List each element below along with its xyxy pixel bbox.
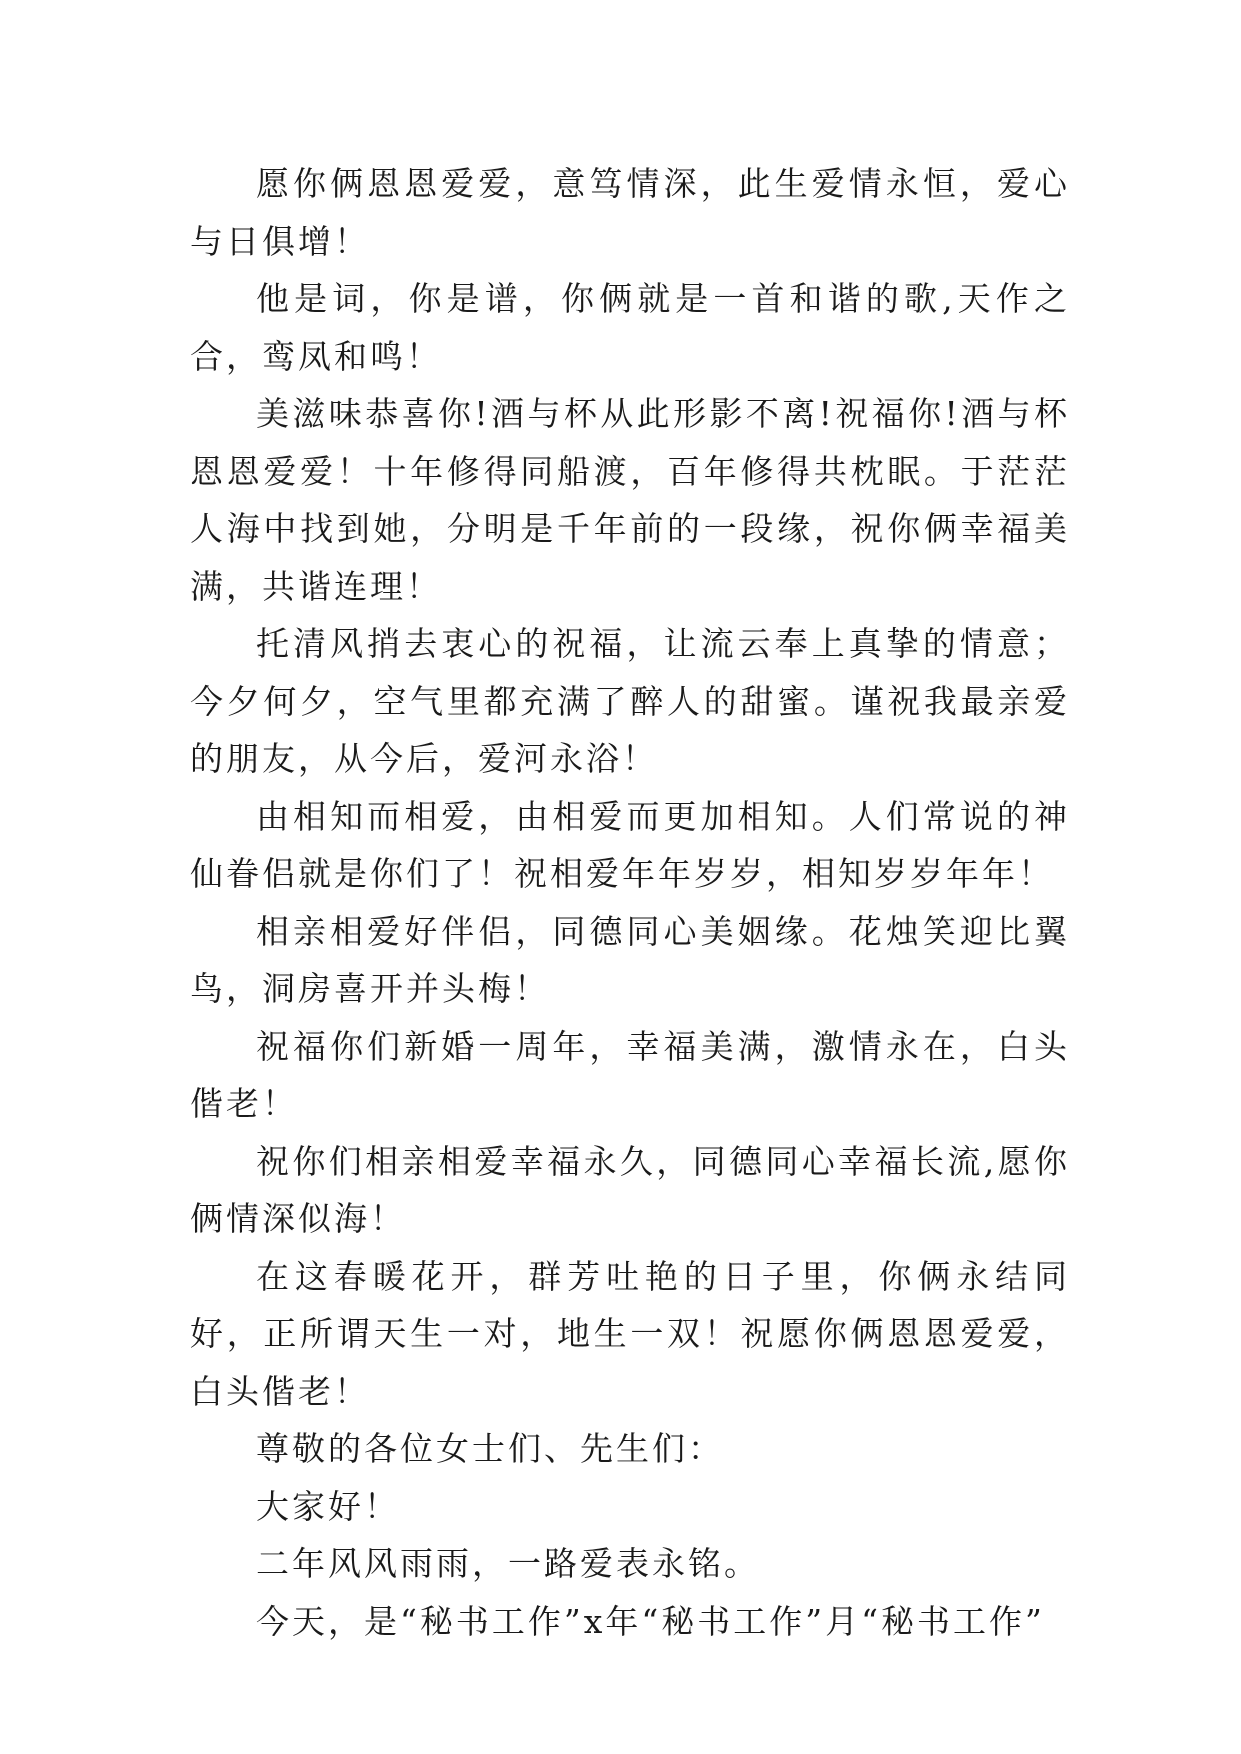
paragraph: 托清风捎去衷心的祝福，让流云奉上真挚的情意；今夕何夕，空气里都充满了醉人的甜蜜。谨祝我最亲爱的朋友，从今后，爱河永浴！: [190, 624, 1070, 778]
document-body: [190, 155, 1070, 1650]
paragraph: 愿你俩恩恩爱爱，意笃情深，此生爱情永恒，爱心与日俱增！: [190, 164, 1070, 261]
paragraph: 美滋味恭喜你!酒与杯从此形影不离!祝福你!酒与杯恩恩爱爱！十年修得同船渡，百年修得共枕眠。于茫茫人海中找到她，分明是千年前的一段缘，祝你俩幸福美满，共谐连理！: [190, 394, 1070, 606]
paragraph: 祝福你们新婚一周年，幸福美满，激情永在，白头偕老！: [190, 1026, 1070, 1123]
paragraph: 由相知而相爱，由相爱而更加相知。人们常说的神仙眷侣就是你们了！祝相爱年年岁岁，相知岁岁年年！: [190, 796, 1070, 893]
greeting: 大家好！: [256, 1486, 400, 1526]
paragraph: 祝你们相亲相爱幸福永久，同德同心幸福长流,愿你俩情深似海！: [190, 1141, 1070, 1238]
paragraph: 今天，是“秘书工作”x年“秘书工作”月“秘书工作”: [256, 1601, 1045, 1641]
paragraph: 二年风风雨雨，一路爱表永铭。: [256, 1544, 760, 1583]
paragraph: 相亲相爱好伴侣，同德同心美姻缘。花烛笑迎比翼鸟，洞房喜开并头梅！: [190, 911, 1070, 1008]
salutation: 尊敬的各位女士们、先生们：: [256, 1429, 724, 1468]
paragraph: 他是词，你是谱，你俩就是一首和谐的歌,天作之合，鸾凤和鸣！: [190, 279, 1070, 376]
paragraph: 在这春暖花开，群芳吐艳的日子里，你俩永结同好，正所谓天生一对，地生一双！祝愿你俩恩恩爱爱，白头偕老！: [190, 1256, 1070, 1411]
